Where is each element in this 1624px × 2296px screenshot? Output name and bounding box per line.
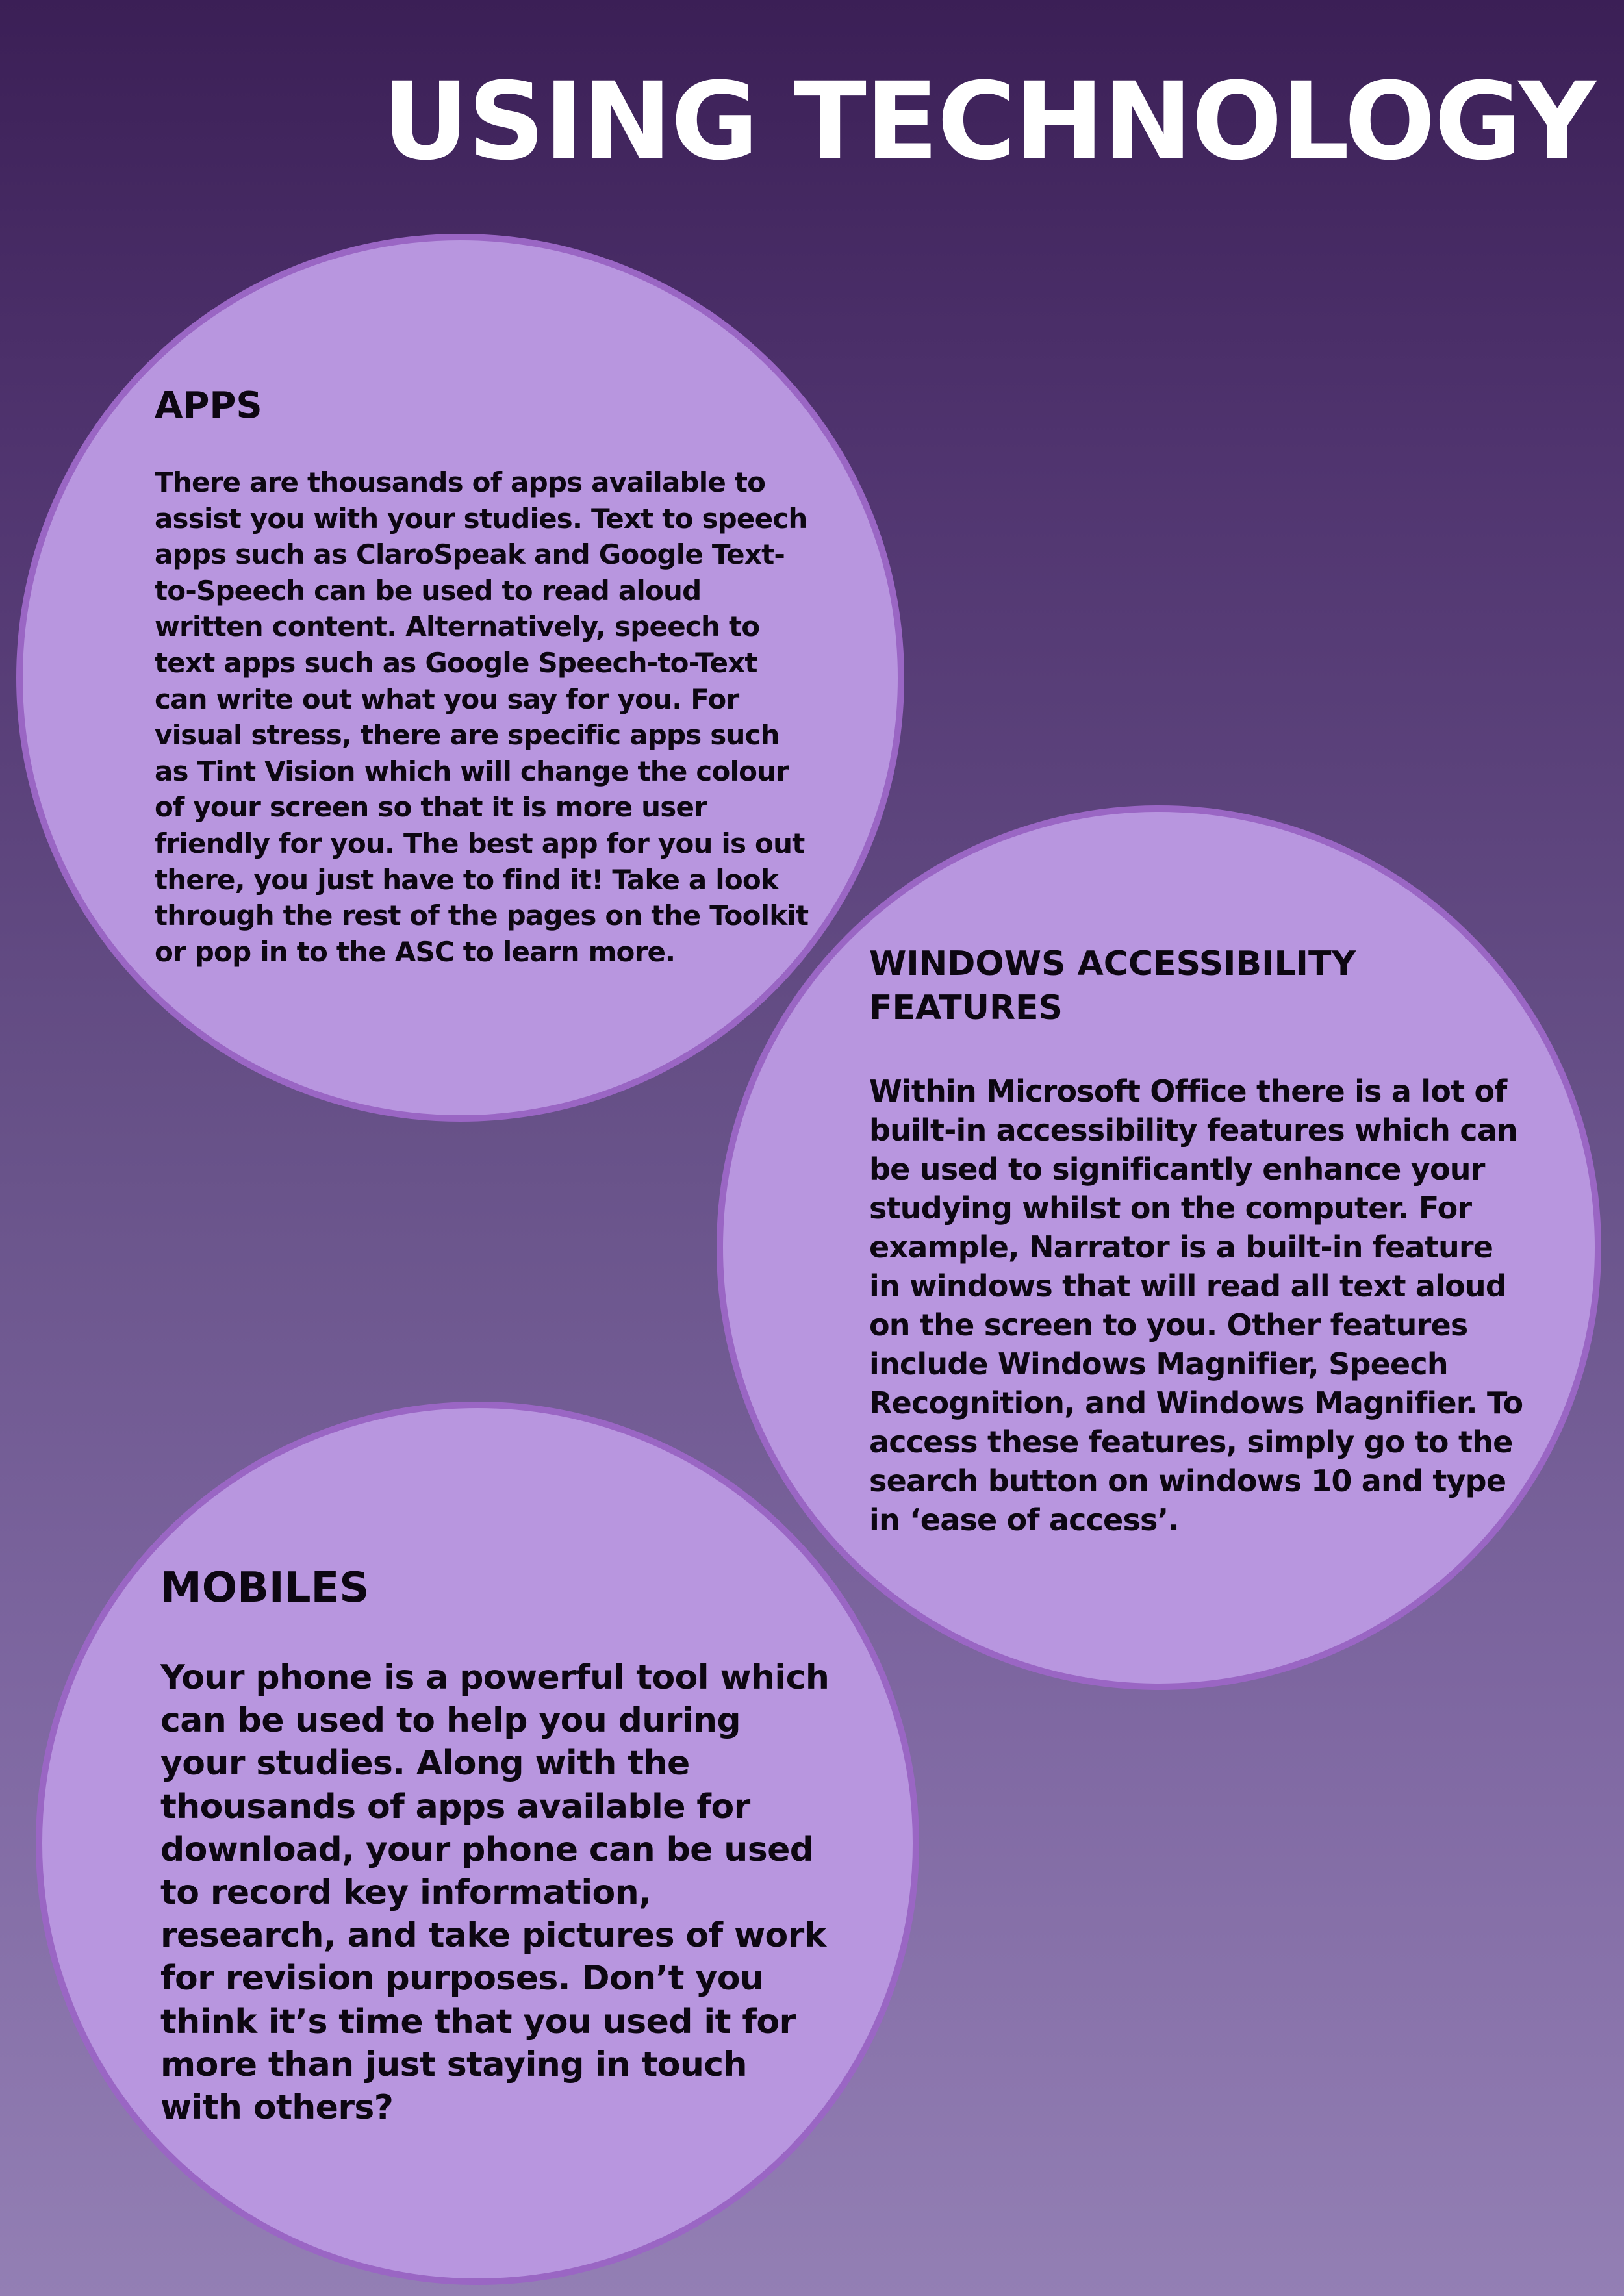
windows-accessibility-section-circle [717,805,1601,1690]
page-title: USING TECHNOLOGY [382,59,1595,184]
mobiles-heading: MOBILES [160,1564,370,1612]
apps-body-text: There are thousands of apps available to assist you with your studies. Text to speech apps such as ClaroSpeak and Google Text-to-Speech can be used to read aloud written content. Alternatively, speech to text apps such as Google Speech-to-Text can write out what you say for you. For visual stress, there are specific apps such as Tint Vision which will change the colour of your screen so that it is more user friendly for you. The best app for you is out there, you just have to find it! Take a look through the rest of the pages on the Toolkit or pop in to the ASC to learn more. [155,466,809,968]
apps-section-circle [16,234,904,1122]
mobiles-section-circle [36,1402,919,2285]
windows-accessibility-heading: WINDOWS ACCESSIBILITY FEATURES [869,944,1356,1028]
mobiles-body-text: Your phone is a powerful tool which can be used to help you during your studies. Along with the thousands of apps available for download, your phone can be used to record key information, research, and take pictures of work for revision purposes. Don’t you think it’s time that you used it for more than just staying in touch with others? [160,1658,830,2128]
apps-heading: APPS [155,385,262,427]
windows-accessibility-body-text: Within Microsoft Office there is a lot of built-in accessibility features which can be used to significantly enhance your studying whilst on the computer. For example, Narrator is a built-in feature in windows that will read all text aloud on the screen to you. Other features include Windows Magnifier, Speech Recognition, and Windows Magnifier. To access these features, simply go to the search button on windows 10 and type in ‘ease of access’. [869,1074,1523,1537]
